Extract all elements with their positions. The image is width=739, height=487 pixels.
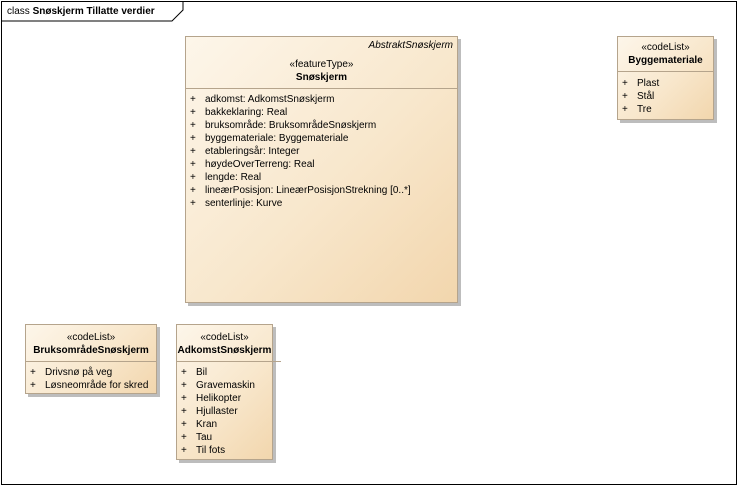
attribute-row (180, 431, 270, 444)
frame-name: Snøskjerm Tillatte verdier (32, 6, 155, 17)
class-stereotype: «featureType» (289, 59, 354, 70)
class-stereotype: «codeList» (641, 42, 690, 53)
attribute-text: Kran (196, 419, 218, 430)
attribute-row (189, 158, 455, 171)
visibility-marker: + (181, 419, 187, 430)
class-byggemateriale[interactable] (617, 36, 714, 120)
attribute-list (621, 77, 711, 116)
visibility-marker: + (190, 120, 196, 131)
attribute-row (621, 103, 711, 116)
frame-keyword: class (7, 6, 30, 17)
visibility-marker: + (181, 445, 187, 456)
attribute-list (29, 366, 154, 392)
visibility-marker: + (190, 107, 196, 118)
class-divider (177, 361, 281, 362)
attribute-text: etableringsår: Integer (205, 146, 300, 157)
attribute-text: bakkeklaring: Real (205, 107, 288, 118)
class-stereotype: «codeList» (66, 332, 116, 343)
attribute-row (621, 90, 711, 103)
attribute-row (189, 184, 455, 197)
class-divider (186, 88, 457, 89)
attribute-row (29, 379, 154, 392)
attribute-text: høydeOverTerreng: Real (205, 159, 315, 170)
visibility-marker: + (622, 104, 628, 115)
visibility-marker: + (181, 393, 187, 404)
attribute-row (621, 77, 711, 90)
attribute-text: Stål (637, 91, 655, 102)
class-name: Snøskjerm (295, 72, 348, 83)
attribute-row (189, 171, 455, 184)
class-name: AdkomstSnøskjerm (177, 345, 272, 356)
visibility-marker: + (181, 432, 187, 443)
attribute-list (180, 366, 270, 457)
visibility-marker: + (181, 367, 187, 378)
attribute-row (189, 132, 455, 145)
class-name: Byggemateriale (628, 55, 703, 66)
attribute-row (189, 106, 455, 119)
attribute-text: Hjullaster (196, 406, 238, 417)
visibility-marker: + (30, 380, 36, 391)
attribute-row (180, 366, 270, 379)
visibility-marker: + (190, 159, 196, 170)
visibility-marker: + (622, 91, 628, 102)
class-bruksomrade-snoskjerm[interactable] (25, 324, 157, 394)
visibility-marker: + (190, 185, 196, 196)
class-stereotype: «codeList» (200, 332, 249, 343)
attribute-row (29, 366, 154, 379)
attribute-row (180, 405, 270, 418)
attribute-row (189, 93, 455, 106)
visibility-marker: + (190, 172, 196, 183)
attribute-row (180, 379, 270, 392)
attribute-text: Tau (196, 432, 213, 443)
visibility-marker: + (181, 406, 187, 417)
attribute-row (180, 418, 270, 431)
attribute-text: Løsneområde for skred (45, 380, 149, 391)
attribute-text: lineærPosisjon: LineærPosisjonStrekning [0..*] (205, 185, 411, 196)
frame-title (7, 6, 155, 17)
attribute-row (189, 197, 455, 210)
attribute-row (180, 444, 270, 457)
class-divider (26, 361, 156, 362)
attribute-list (189, 93, 455, 210)
attribute-row (189, 119, 455, 132)
class-name: BruksområdeSnøskjerm (33, 345, 149, 356)
visibility-marker: + (190, 146, 196, 157)
visibility-marker: + (190, 94, 196, 105)
visibility-marker: + (622, 78, 628, 89)
attribute-text: Helikopter (196, 393, 242, 404)
attribute-text: Til fots (196, 445, 226, 456)
attribute-text: senterlinje: Kurve (205, 198, 283, 209)
attribute-row (180, 392, 270, 405)
attribute-text: Tre (637, 104, 652, 115)
attribute-text: Drivsnø på veg (45, 367, 113, 378)
visibility-marker: + (30, 367, 36, 378)
attribute-text: byggemateriale: Byggemateriale (205, 133, 349, 144)
class-divider (618, 71, 713, 72)
visibility-marker: + (190, 133, 196, 144)
visibility-marker: + (181, 380, 187, 391)
class-adkomst-snoskjerm[interactable] (176, 324, 273, 460)
attribute-text: adkomst: AdkomstSnøskjerm (205, 94, 335, 105)
attribute-text: Bil (196, 367, 208, 378)
attribute-row (189, 145, 455, 158)
parent-class-name: AbstraktSnøskjerm (368, 40, 453, 51)
class-snoskjerm[interactable] (185, 36, 458, 303)
attribute-text: bruksområde: BruksområdeSnøskjerm (205, 120, 377, 131)
attribute-text: lengde: Real (205, 172, 262, 183)
visibility-marker: + (190, 198, 196, 209)
attribute-text: Gravemaskin (196, 380, 255, 391)
attribute-text: Plast (637, 78, 660, 89)
